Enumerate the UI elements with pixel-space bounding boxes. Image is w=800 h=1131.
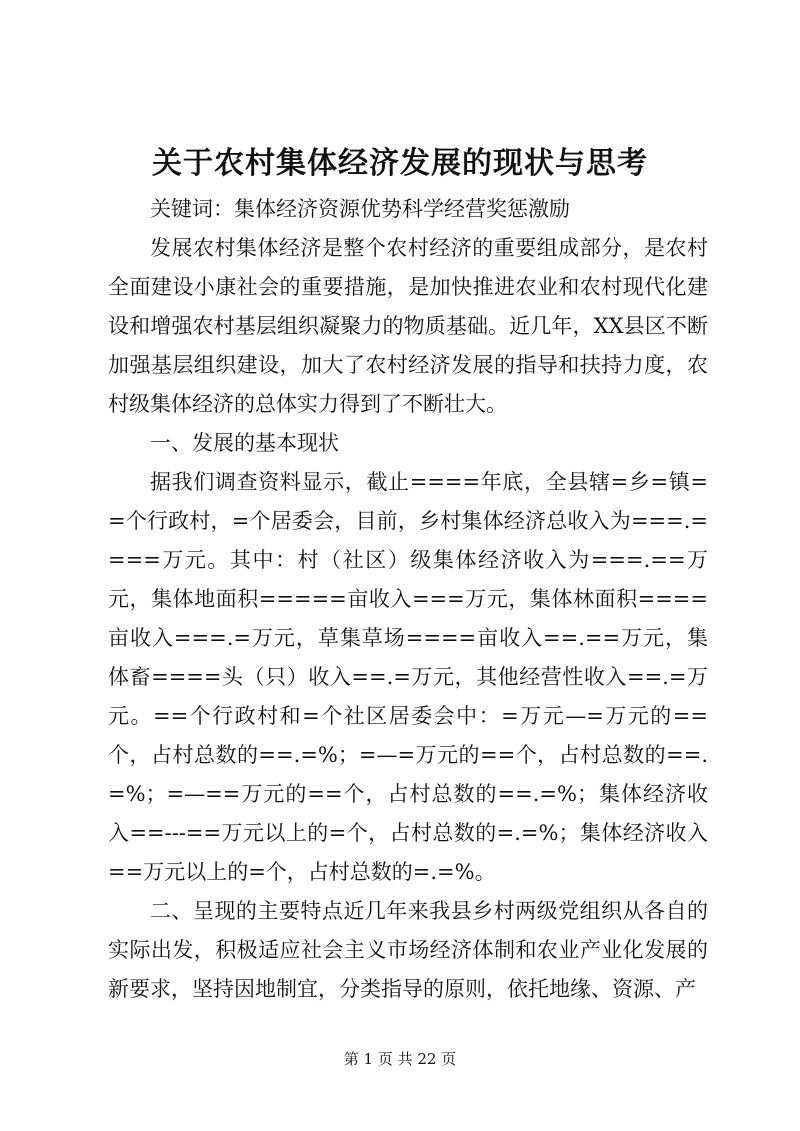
document-title: 关于农村集体经济发展的现状与思考: [152, 146, 648, 181]
paragraph-statistics: 据我们调查资料显示，截止====年底，全县辖=乡=镇==个行政村，=个居委会，目前，乡村集体经济总收入为===.====万元。其中：村（社区）级集体经济收入为===.==万元，集体地面积=====亩收入===万元，集体林面积====亩收入===.=万元，草集草场====亩收入==.==万元，集体畜====头（只）收入==.=万元，其他经营性收入==.=万元。==个行政村和=个社区居委会中：=万元—=万元的==个，占村总数的==.=%；=—=万元的==个，占村总数的==.=%；=—==万元的==个，占村总数的==.=%；集体经济收入==---==万元以上的=个，占村总数的=.=%；集体经济收入==万元以上的=个，占村总数的=.=%。: [108, 470, 708, 884]
paragraph-features: 二、呈现的主要特点近几年来我县乡村两级党组织从各自的实际出发，积极适应社会主义市场经济体制和农业产业化发展的新要求，坚持因地制宜，分类指导的原则，依托地缘、资源、产: [108, 899, 708, 1001]
section-heading-status: 一、发展的基本现状: [150, 431, 339, 455]
page-footer: 第 1 页 共 22 页: [343, 1050, 457, 1068]
document-body: [108, 190, 708, 1009]
keywords-line: 关键词：集体经济资源优势科学经营奖惩激励: [150, 197, 570, 221]
paragraph-intro: 发展农村集体经济是整个农村经济的重要组成部分，是农村全面建设小康社会的重要措施，是加快推进农业和农村现代化建设和增强农村基层组织凝聚力的物质基础。近几年，XX县区不断加强基层组织建设，加大了农村经济发展的指导和扶持力度，农村级集体经济的总体实力得到了不断壮大。: [108, 236, 708, 416]
